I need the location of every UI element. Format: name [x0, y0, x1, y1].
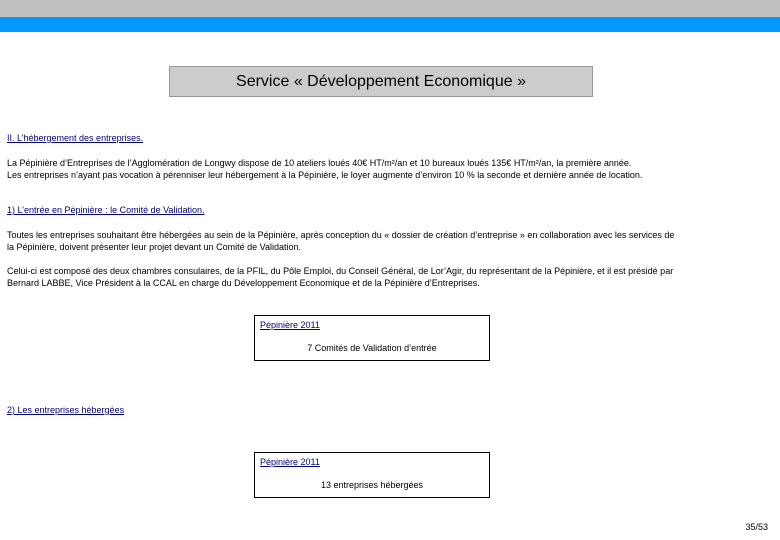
pepiniere-2011-link[interactable]: Pépinière 2011 [260, 320, 320, 330]
section-1-paragraph-1 [7, 229, 767, 253]
page-title: Service « Développement Economique » [236, 72, 526, 90]
entreprises-count-text: 13 entreprises hébergées [320, 480, 424, 490]
top-grey-band [0, 0, 780, 17]
page-number: 35/53 [745, 522, 768, 532]
comites-info-box [254, 315, 490, 361]
section-main-paragraph [7, 157, 767, 181]
section-2-heading-link[interactable]: 2) Les entreprises hébergées [7, 405, 125, 415]
paragraph-line: Celui-ci est composé des deux chambres consulaires, de la PFIL, du Pôle Emploi, du Conseil Général, de Lor’Agir, du représentant de la Pépinière, et il est présidé par [7, 266, 674, 276]
paragraph-line: la Pépinière, doivent présenter leur projet devant un Comité de Validation. [7, 242, 302, 252]
top-blue-band [0, 17, 780, 32]
comites-count-text: 7 Comités de Validation d’entrée [307, 343, 437, 353]
paragraph-line: Toutes les entreprises souhaitant être hébergées au sein de la Pépinière, après conception du « dossier de création d’entreprise » en collaboration avec les services de [7, 230, 675, 240]
pepiniere-2011-link[interactable]: Pépinière 2011 [260, 457, 320, 467]
entreprises-info-box [254, 452, 490, 498]
section-main-heading-link[interactable]: II. L’hébergement des entreprises. [7, 133, 144, 143]
paragraph-line: Les entreprises n’ayant pas vocation à pérenniser leur hébergement à la Pépinière, le loyer augmente d’environ 10 % la seconde et dernière année de location. [7, 170, 643, 180]
paragraph-line: La Pépinière d’Entreprises de l’Agglomération de Longwy dispose de 10 ateliers loués 40€ HT/m²/an et 10 bureaux loués 135€ HT/m²/an, la première année. [7, 158, 632, 168]
paragraph-line: Bernard LABBE, Vice Président à la CCAL en charge du Développement Economique et de la Pépinière d’Entreprises. [7, 278, 480, 288]
page-title-box [169, 66, 593, 97]
section-1-heading-link[interactable]: 1) L’entrée en Pépinière : le Comité de Validation. [7, 205, 205, 215]
section-1-paragraph-2 [7, 265, 767, 289]
